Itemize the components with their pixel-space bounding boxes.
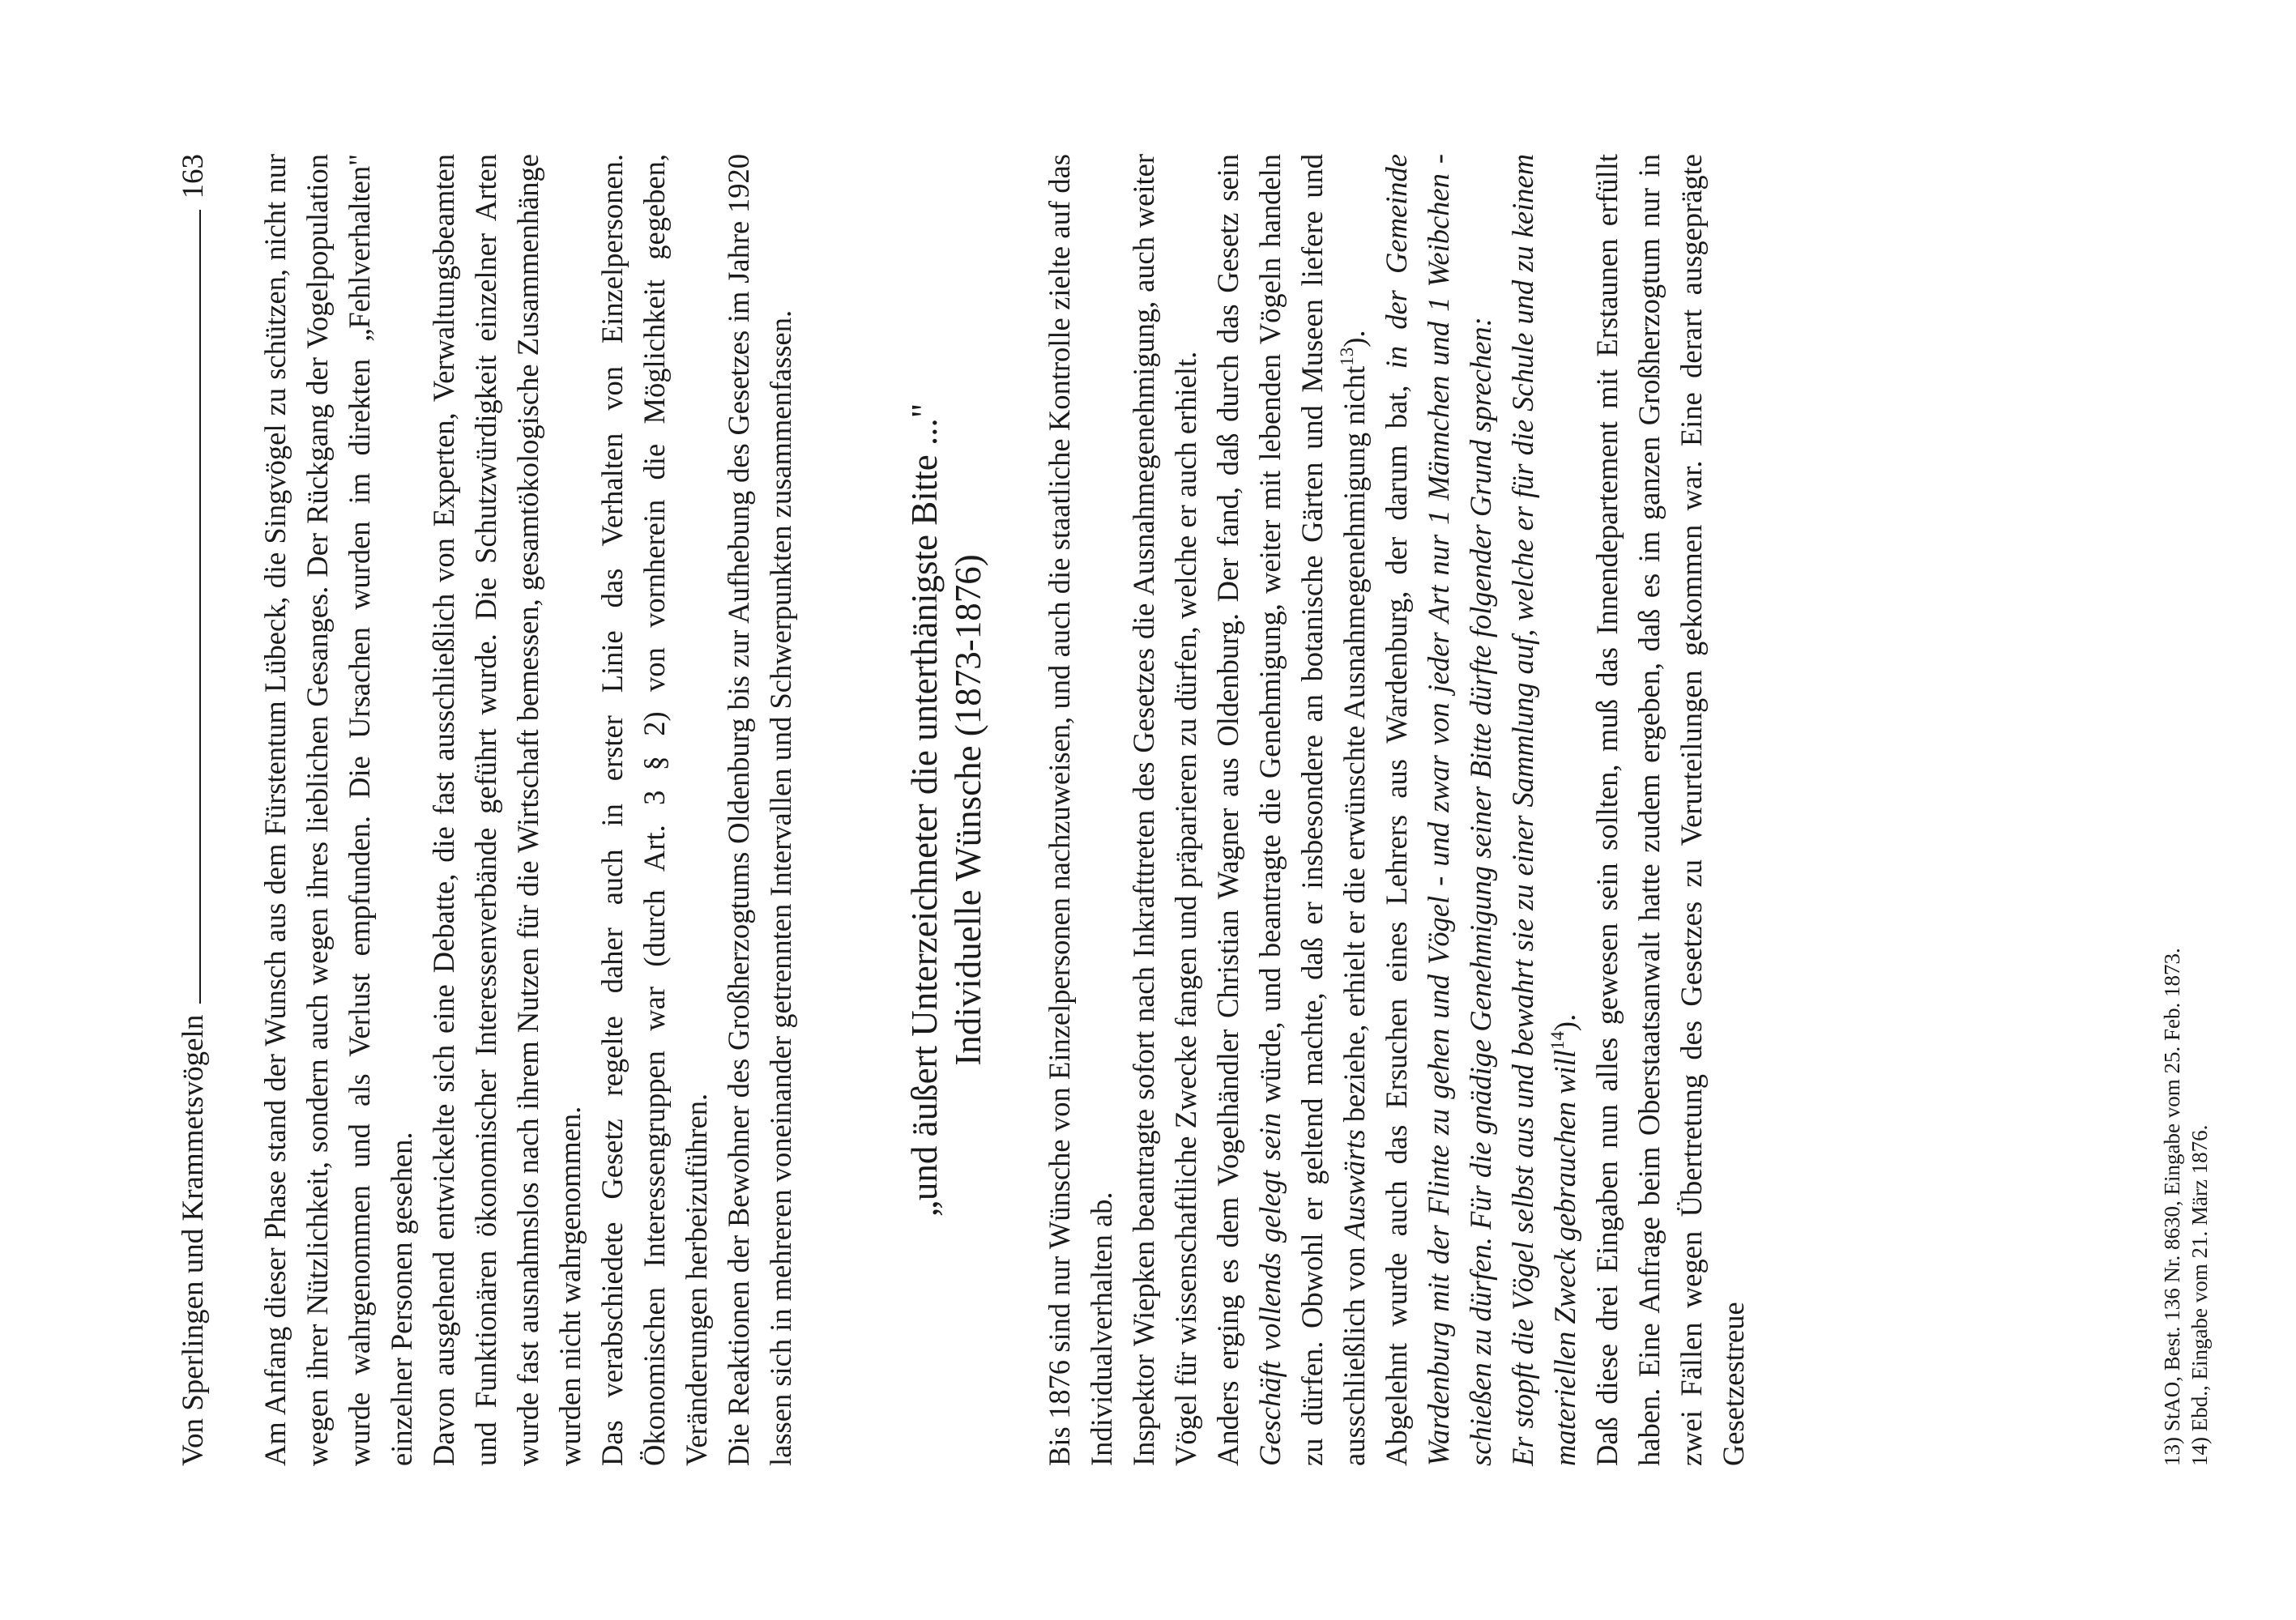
heading-line-2: Individuelle Wünsche (1873-1876) [948,554,988,1066]
footnote-marker: 14 [1547,1031,1568,1051]
italic-quote: Geschäft vollends gelegt sein [1253,1112,1287,1466]
rotated-page [170,154,2296,1466]
paragraph: Die Reaktionen der Bewohner des Großherzogtums Oldenburg bis zur Aufhebung des Gesetzes im Jahre 1920 lassen sich in mehreren voneinander getrennten Intervallen und Schwerpunkten zusammenfassen. [722,154,797,1466]
text-run: Abgelehnt wurde auch das Ersuchen eines Lehrers aus Wardenburg, der darum bat, [1380,369,1413,1466]
paragraph [1207,154,1376,1466]
heading-line-1: „und äußert Unterzeichneter die unterthänigste Bitte ..." [904,403,945,1217]
paragraph [1376,154,1502,1466]
page-number: 163 [177,154,210,199]
text-run: beziehe, erhielt er die erwünschte Ausnahmegenehmigung nicht [1338,365,1371,1130]
text-run: ). [1338,330,1371,347]
footnote-14: 14) Ebd., Eingabe vom 21. März 1876. [2187,1124,2212,1466]
paragraph: Am Anfang dieser Phase stand der Wunsch aus dem Fürstentum Lübeck, die Singvögel zu schützen, nicht nur wegen ihrer Nützlichkeit, sondern auch wegen ihres lieblichen Gesanges. Der Rückgang der Vogelpopulation wurde wahrgenommen und als Verlust empfunden. Die Ursachen wurden im direkten „Fehlverhalten" einzelner Personen gesehen. [258,154,418,1466]
paragraph: Inspektor Wiepken beantragte sofort nach Inkrafttreten des Gesetzes die Ausnahmegenehmigung, auch weiter Vögel für wissenschaftliche Zwecke fangen und präparieren zu dürfen, welche er auch erhielt. [1127,154,1202,1466]
page-body [254,154,1755,1466]
text-run: würde, und beantragte die Genehmigung, weiter mit lebenden Vögeln handeln zu dürfen. Obwohl er geltend machte, daß er insbesondere an botanische Gärten und Museen liefere und ausschließlich von [1253,154,1371,1466]
paragraph [1502,154,1586,1466]
running-header [170,154,211,1466]
section-heading [903,154,990,1466]
text-run: ). [1548,1013,1581,1032]
paragraph: Bis 1876 sind nur Wünsche von Einzelpersonen nachzuweisen, und auch die staatliche Kontrolle zielte auf das Individualverhalten ab. [1043,154,1118,1466]
paragraph: Davon ausgehend entwickelte sich eine Debatte, die fast ausschließlich von Experten, Verwaltungsbeamten und Funktionären ökonomischer Interessenverbände geführt wurde. Die Schutzwürdigkeit einzelner Arten wurde fast ausnahmslos nach ihrem Nutzen für die Wirtschaft bemessen, gesamtökologische Zusammenhänge wurden nicht wahrgenommen. [427,154,587,1466]
paragraph: Daß diese drei Eingaben nun alles gewesen sein sollten, muß das Innendepartement mit Erstaunen erfüllt haben. Eine Anfrage beim Oberstaatsanwalt hatte zudem ergeben, daß es im ganzen Großherzogtum nur in zwei Fällen wegen Übertretung des Gesetzes zu Verurteilungen gekommen war. Eine derart ausgeprägte Gesetzestreue [1590,154,1750,1466]
text-run: Anders erging es dem Vogelhändler Christian Wagner aus Oldenburg. Der fand, daß durch das Gesetz sein [1211,154,1244,1466]
italic-quote: in der Gemeinde Wardenburg mit der Flinte zu gehen und Vögel - und zwar von jeder Art nur 1 Männchen und 1 Weibchen - schießen zu dürfen. Für die gnädige Genehmigung seiner Bitte dürfte folgender Grund sprechen: [1380,154,1497,1466]
footnote-marker: 13 [1337,347,1357,366]
running-title: Von Sperlingen und Krammetsvögeln [177,1014,210,1466]
footnotes [2158,154,2213,1466]
paragraph: Das verabschiedete Gesetz regelte daher auch in erster Linie das Verhalten von Einzelpersonen. Ökonomischen Interessengruppen war (durch Art. 3 § 2) von vornherein die Möglichkeit gegeben, Veränderungen herbeizuführen. [595,154,713,1466]
header-rule [199,211,201,1004]
italic-quote: Er stopft die Vögel selbst aus und bewahrt sie zu einer Sammlung auf, welche er für die Schule und zu keinem materiellen Zweck gebrauchen will [1506,154,1581,1466]
footnote-13: 13) StAO, Best. 136 Nr. 8630, Eingabe vom 25. Feb. 1873. [2160,948,2184,1466]
italic-quote: Auswärts [1338,1129,1371,1240]
